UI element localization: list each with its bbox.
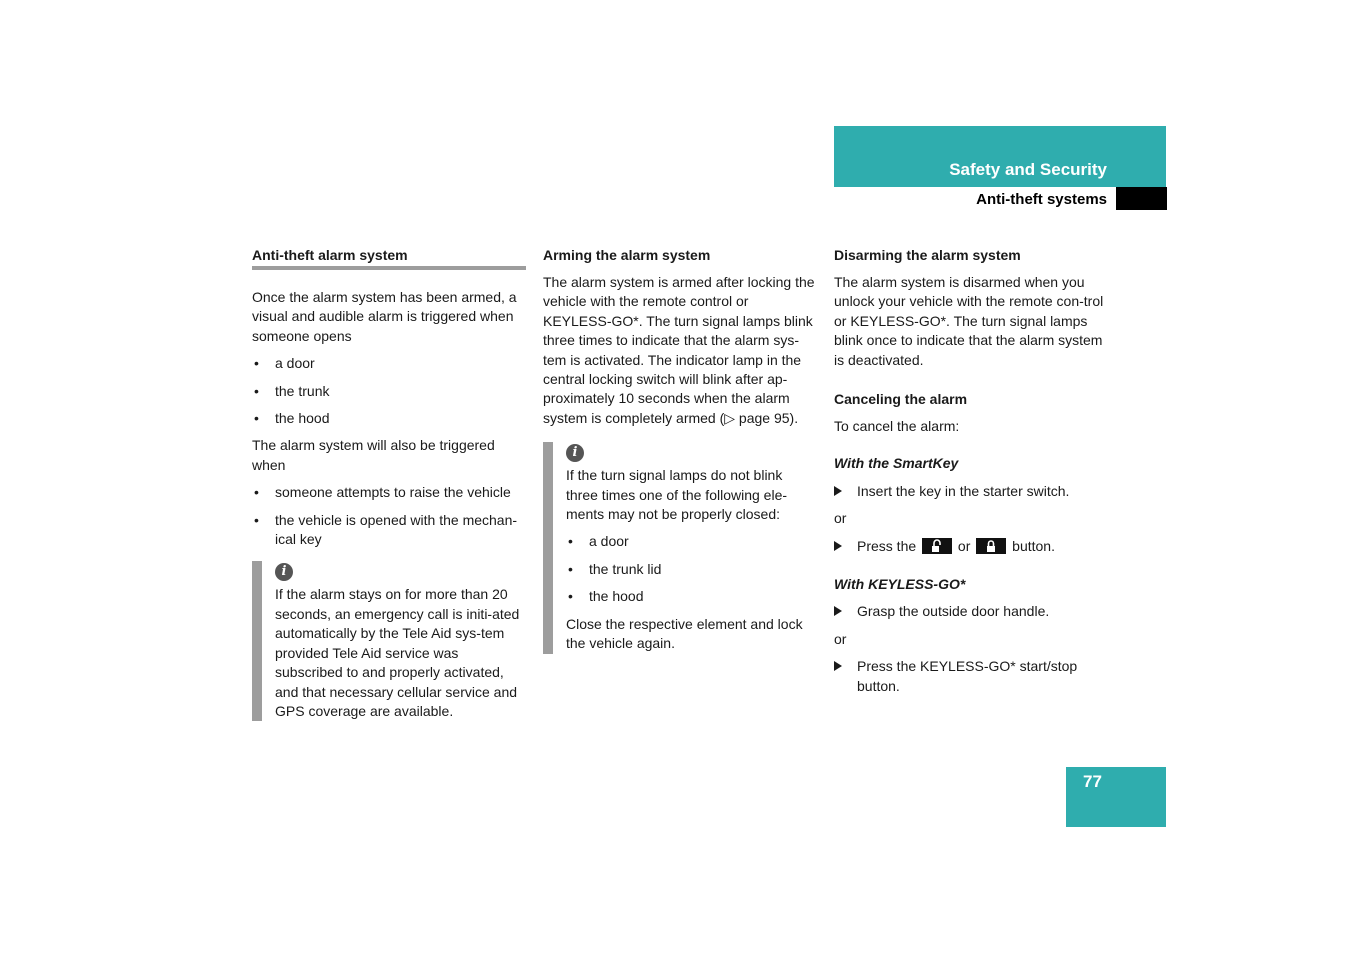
subsection-title: Anti-theft systems bbox=[976, 191, 1107, 208]
trigger-list-2 bbox=[252, 483, 526, 549]
heading-disarming: Disarming the alarm system bbox=[834, 247, 1021, 263]
arrow-icon bbox=[834, 541, 842, 551]
trigger-list-1 bbox=[252, 354, 526, 428]
bullet-icon: • bbox=[568, 560, 573, 577]
list-item: • the hood bbox=[252, 409, 526, 428]
note-intro: If the turn signal lamps do not blink three times one of the following ele-ments may not be properly closed: bbox=[566, 467, 788, 523]
note-outro: Close the respective element and lock the vehicle again. bbox=[566, 615, 803, 652]
bullet-icon: • bbox=[254, 410, 259, 427]
list-item: • the hood bbox=[566, 587, 817, 606]
disarming-paragraph: The alarm system is disarmed when you unlock your vehicle with the remote con-trol or KEYLESS-GO*. The turn signal lamps blink once to indicate that the alarm system is deactivated. bbox=[834, 274, 1104, 368]
arming-paragraph: The alarm system is armed after locking the vehicle with the remote control or KEYLESS-GO*. The turn signal lamps blink three times to indicate that the alarm sys-tem is activated. The indicator lamp in the central locking switch will blink after ap-proximately 10 seconds when the alarm system is completely armed (▷ page 95). bbox=[543, 274, 815, 426]
info-note-not-closed bbox=[543, 442, 817, 653]
list-item: • someone attempts to raise the vehicle bbox=[252, 483, 526, 502]
arrow-icon bbox=[834, 486, 842, 496]
bullet-icon: • bbox=[568, 588, 573, 605]
also-triggered-paragraph: The alarm system will also be triggered when bbox=[252, 437, 495, 473]
note-list bbox=[566, 532, 817, 606]
arrow-icon bbox=[834, 661, 842, 671]
bullet-icon: • bbox=[568, 533, 573, 550]
unlock-icon bbox=[922, 538, 952, 554]
header-tab-marker bbox=[1116, 187, 1167, 210]
lock-icon bbox=[976, 538, 1006, 554]
heading-canceling: Canceling the alarm bbox=[834, 391, 968, 408]
or-text: or bbox=[834, 510, 847, 527]
info-note-emergency-call bbox=[252, 561, 526, 721]
note-text: If the alarm stays on for more than 20 seconds, an emergency call is initi-ated automatically by the Tele Aid sys-tem provided Tele Aid service was subscribed to and properly activated, and that necessary cellular service and GPS coverage are available. bbox=[275, 586, 520, 719]
column-2 bbox=[543, 246, 817, 654]
bullet-icon: • bbox=[254, 355, 259, 372]
heading-anti-theft-alarm: Anti-theft alarm system bbox=[252, 246, 526, 270]
info-icon: i bbox=[275, 563, 293, 581]
note-bar bbox=[543, 442, 553, 653]
page-number: 77 bbox=[1083, 772, 1102, 791]
bullet-icon: • bbox=[254, 511, 259, 528]
subheading-keyless-go: With KEYLESS-GO* bbox=[834, 576, 966, 593]
list-item: • the vehicle is opened with the mechan-ical key bbox=[254, 511, 518, 548]
bullet-icon: • bbox=[254, 382, 259, 399]
list-item: • a door bbox=[252, 354, 526, 373]
intro-paragraph: Once the alarm system has been armed, a visual and audible alarm is triggered when someone opens bbox=[252, 289, 517, 344]
bullet-icon: • bbox=[254, 484, 259, 501]
info-icon: i bbox=[566, 444, 584, 462]
cancel-intro: To cancel the alarm: bbox=[834, 418, 960, 435]
step-grasp-handle: Grasp the outside door handle. bbox=[834, 602, 1108, 621]
step-press-button: Press the or button. bbox=[834, 537, 1108, 556]
list-item: • the trunk lid bbox=[566, 560, 817, 579]
section-title: Safety and Security bbox=[949, 160, 1107, 179]
page-number-box bbox=[1066, 767, 1166, 827]
heading-arming: Arming the alarm system bbox=[543, 247, 711, 263]
list-item: • a door bbox=[566, 532, 817, 551]
step-press-start-stop: Press the KEYLESS-GO* start/stop button. bbox=[834, 657, 1108, 696]
arrow-icon bbox=[834, 606, 842, 616]
list-item: • the trunk bbox=[252, 382, 526, 401]
note-bar bbox=[252, 561, 262, 721]
step-insert-key: Insert the key in the starter switch. bbox=[834, 482, 1108, 501]
column-1 bbox=[252, 246, 526, 721]
or-text: or bbox=[834, 630, 847, 647]
subheading-smartkey: With the SmartKey bbox=[834, 455, 959, 472]
column-3 bbox=[834, 246, 1108, 704]
